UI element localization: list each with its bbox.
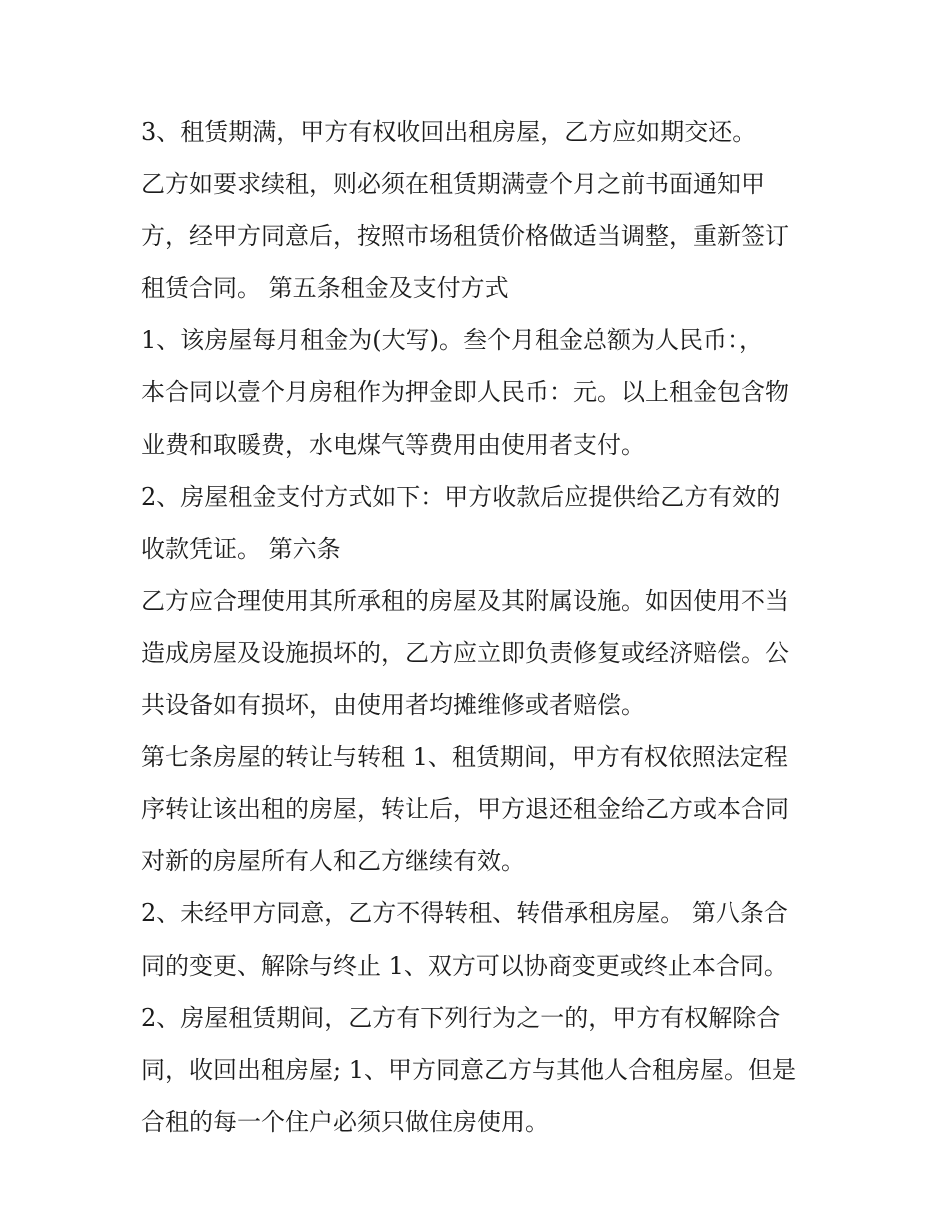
text-line: 乙方应合理使用其所承租的房屋及其附属设施。如因使用不当: [141, 586, 789, 615]
text-line: 1、该房屋每月租金为(大写)。叁个月租金总额为人民币：，: [141, 326, 763, 355]
text-line: 合租的每一个住户必须只做住房使用。: [141, 1107, 549, 1136]
text-line: 共设备如有损坏，由使用者均摊维修或者赔偿。: [141, 691, 645, 720]
text-line: 本合同以壹个月房租作为押金即人民币：元。以上租金包含物: [141, 378, 789, 407]
text-line: 收款凭证。 第六条: [141, 534, 341, 563]
text-line: 2、房屋租赁期间，乙方有下列行为之一的，甲方有权解除合: [141, 1003, 781, 1032]
text-line: 业费和取暖费，水电煤气等费用由使用者支付。: [141, 430, 645, 459]
text-line: 第七条房屋的转让与转租 1、租赁期间，甲方有权依照法定程: [141, 743, 788, 772]
text-line: 2、未经甲方同意，乙方不得转租、转借承租房屋。 第八条合: [141, 899, 788, 928]
text-line: 序转让该出租的房屋，转让后，甲方退还租金给乙方或本合同: [141, 795, 789, 824]
text-line: 3、租赁期满，甲方有权收回出租房屋，乙方应如期交还。: [141, 118, 757, 146]
document-body: [141, 106, 821, 1148]
text-line: 方，经甲方同意后，按照市场租赁价格做适当调整，重新签订: [141, 222, 789, 251]
text-line: 租赁合同。 第五条租金及支付方式: [141, 274, 509, 303]
text-line: 造成房屋及设施损坏的，乙方应立即负责修复或经济赔偿。公: [141, 638, 789, 667]
text-line: 对新的房屋所有人和乙方继续有效。: [141, 847, 525, 876]
text-line: 同的变更、解除与终止 1、双方可以协商变更或终止本合同。: [141, 951, 788, 980]
text-line: 2、房屋租金支付方式如下：甲方收款后应提供给乙方有效的: [141, 482, 781, 511]
text-line: 同，收回出租房屋; 1、甲方同意乙方与其他人合租房屋。但是: [141, 1055, 796, 1084]
text-line: 乙方如要求续租，则必须在租赁期满壹个月之前书面通知甲: [141, 170, 765, 199]
